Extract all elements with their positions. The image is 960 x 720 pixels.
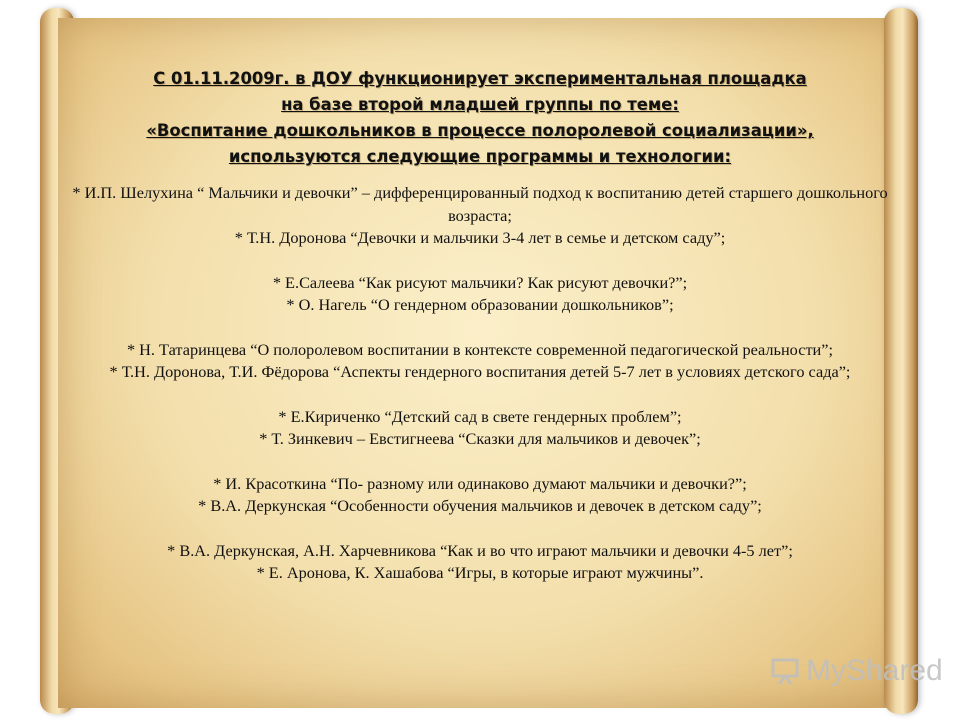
heading-line-1: С 01.11.2009г. в ДОУ функционирует экспериментальная площадка: [153, 69, 807, 88]
list-item: * Е.Салеева “Как рисуют мальчики? Как рисуют девочки?”;: [272, 272, 688, 292]
watermark-text: MyShared: [806, 654, 943, 687]
heading-line-3: «Воспитание дошкольников в процессе полоролевой социализации»,: [146, 121, 814, 140]
list-item: * Т.Н. Доронова, Т.И. Фёдорова “Аспекты гендерного воспитания детей 5-7 лет в условиях детского сада”;: [109, 362, 851, 381]
heading-line-2: на базе второй младшей группы по теме:: [281, 95, 679, 114]
slide-content: [70, 66, 890, 585]
presentation-icon: [770, 657, 800, 685]
list-item: * Т. Зинкевич – Евстигнеева “Сказки для мальчиков и девочек”;: [259, 429, 701, 448]
list-item: * Т.Н. Доронова “Девочки и мальчики 3-4 лет в семье и детском саду”;: [234, 228, 726, 247]
heading-line-4: используются следующие программы и технологии:: [228, 147, 732, 166]
program-list: [70, 182, 890, 585]
list-item: * Е. Аронова, К. Хашабова “Игры, в которые играют мужчины”.: [256, 563, 704, 582]
myshared-watermark: [770, 654, 943, 688]
list-item: * В.А. Деркунская “Особенности обучения мальчиков и девочек в детском саду”;: [198, 496, 762, 515]
list-item: * И.П. Шелухина “ Мальчики и девочки” – дифференцированный подход к воспитанию детей старшего дошкольного возраста;: [72, 183, 888, 225]
list-item: * И. Красоткина “По- разному или одинаково думают мальчики и девочки?”;: [213, 473, 747, 493]
list-item: * В.А. Деркунская, А.Н. Харчевникова “Как и во что играют мальчики и девочки 4-5 лет”;: [167, 540, 793, 560]
list-item: * Н. Татаринцева “О полоролевом воспитании в контексте современной педагогической реальности”;: [126, 339, 834, 359]
list-item: * О. Нагель “О гендерном образовании дошкольников”;: [286, 295, 674, 314]
list-item: * Е.Кириченко “Детский сад в свете гендерных проблем”;: [278, 406, 682, 426]
